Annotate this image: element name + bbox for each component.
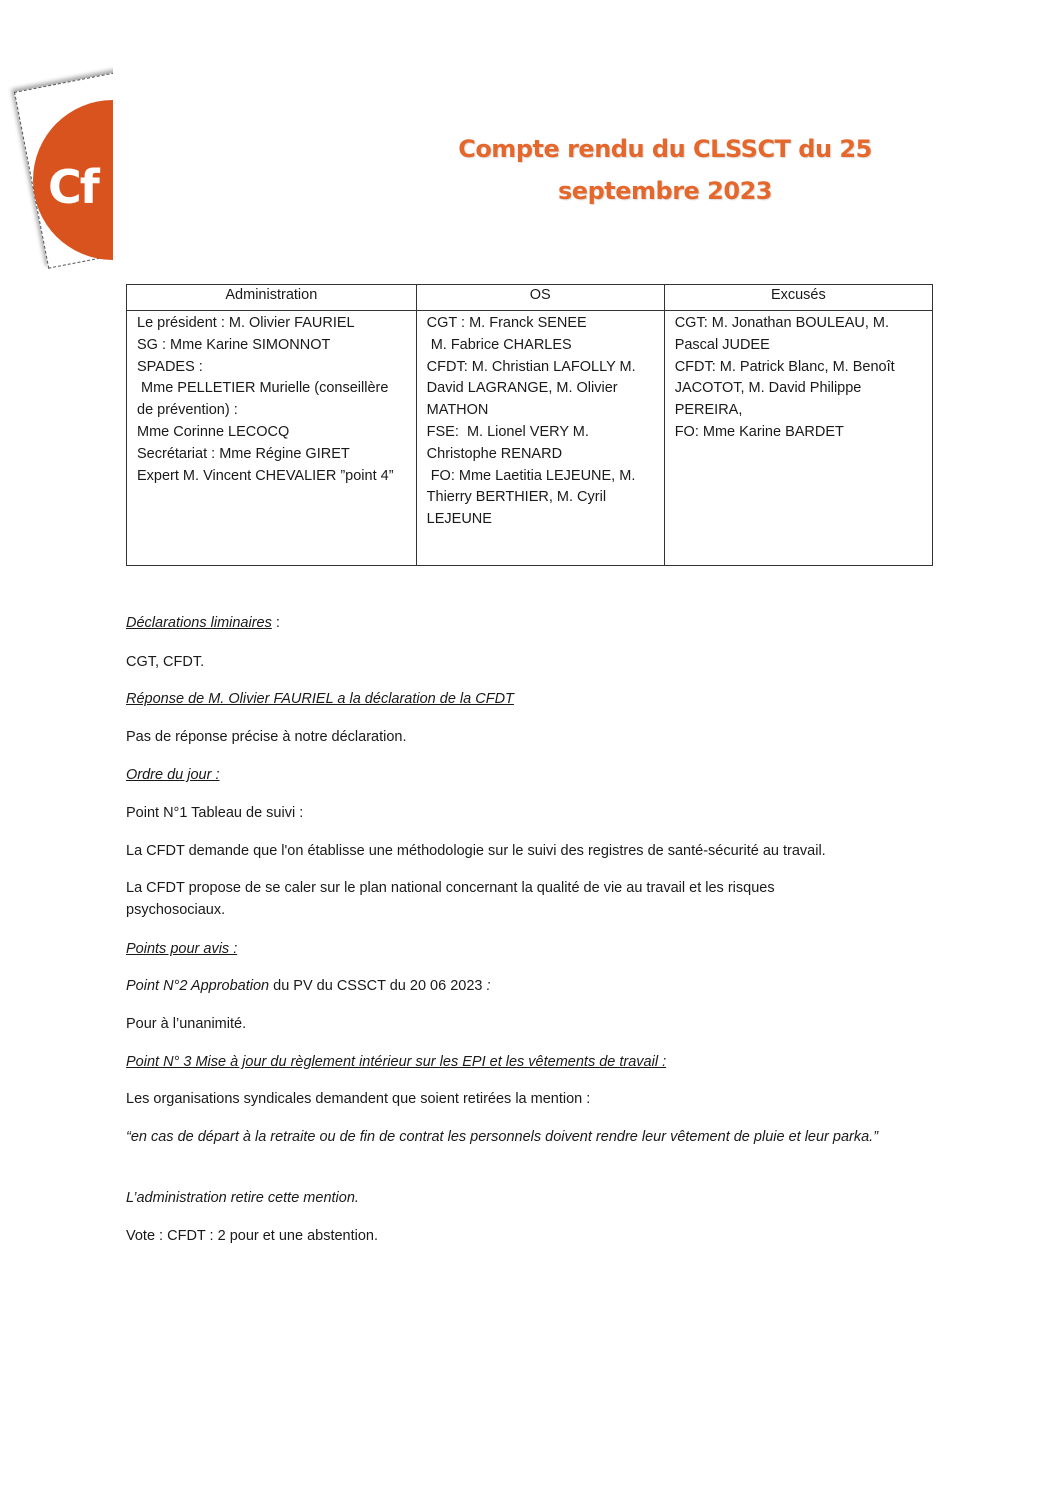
attendee-line: Secrétariat : Mme Régine GIRET xyxy=(137,445,350,462)
attendee-line: SPADES : xyxy=(137,358,203,375)
title-line-2: septembre 2023 xyxy=(558,177,772,205)
point3-admin: L’administration retire cette mention. xyxy=(126,1190,359,1206)
point3-text: Les organisations syndicales demandent que soient retirées la mention : xyxy=(126,1091,591,1107)
title-line-1: Compte rendu du CLSSCT du 25 xyxy=(458,135,872,163)
declarations-colon: : xyxy=(271,615,280,631)
point2-colon: : xyxy=(486,978,491,994)
cell-excuses xyxy=(664,311,932,566)
point2-title-line xyxy=(126,975,926,997)
attendee-line: CGT : M. Franck SENEE xyxy=(426,315,587,331)
reponse-text: Pas de réponse précise à notre déclaration. xyxy=(126,729,407,745)
attendee-line: SG : Mme Karine SIMONNOT xyxy=(137,336,331,353)
ordre-du-jour-heading: Ordre du jour : xyxy=(126,767,220,783)
point1-text-1: La CFDT demande que l'on établisse une méthodologie sur le suivi des registres de santé-sécurité au travail. xyxy=(126,843,826,859)
point1-title: Point N°1 Tableau de suivi : xyxy=(126,805,304,821)
cfdt-logo-text: Cf xyxy=(48,160,98,214)
attendee-line: FO: Mme Karine BARDET xyxy=(674,423,844,440)
attendee-line: Expert M. Vincent CHEVALIER ”point 4” xyxy=(137,467,394,484)
declarations-heading-line xyxy=(126,612,926,634)
attendee-line: Mme Corinne LECOCQ xyxy=(137,423,290,440)
attendees-table xyxy=(126,284,933,566)
document-title xyxy=(440,128,890,212)
point3-quote: “en cas de départ à la retraite ou de fin de contrat les personnels doivent rendre leur vêtement de pluie et leur parka.” xyxy=(126,1129,879,1145)
declarations-heading: Déclarations liminaires xyxy=(126,615,272,631)
cell-administration xyxy=(127,311,417,566)
attendee-line: CGT: M. Jonathan BOULEAU, M. Pascal JUDEE xyxy=(674,315,894,353)
attendee-line: Le président : M. Olivier FAURIEL xyxy=(137,315,355,331)
attendee-line: CFDT: M. Christian LAFOLLY M. David LAGRANGE, M. Olivier MATHON xyxy=(426,358,640,419)
reponse-heading: Réponse de M. Olivier FAURIEL a la déclaration de la CFDT xyxy=(126,691,514,707)
logo-mask xyxy=(113,60,413,290)
point2-title-rest: du PV du CSSCT du 20 06 2023 xyxy=(269,978,487,994)
point2-title-italic: Point N°2 Approbation xyxy=(126,978,270,994)
point3-heading: Point N° 3 Mise à jour du règlement intérieur sur les EPI et les vêtements de travail : xyxy=(126,1054,667,1070)
header-administration: Administration xyxy=(127,285,417,311)
point2-text: Pour à l’unanimité. xyxy=(126,1016,247,1032)
attendee-line: FO: Mme Laetitia LEJEUNE, M. Thierry BERTHIER, M. Cyril LEJEUNE xyxy=(426,467,640,528)
attendee-line: FSE: M. Lionel VERY M. Christophe RENARD xyxy=(426,423,593,462)
declarations-text: CGT, CFDT. xyxy=(126,654,205,670)
points-pour-avis-heading: Points pour avis : xyxy=(126,941,238,957)
header-os: OS xyxy=(416,285,664,311)
attendee-line: M. Fabrice CHARLES xyxy=(426,336,572,353)
attendee-line: Mme PELLETIER Murielle (conseillère de prévention) : xyxy=(137,380,393,419)
cell-os xyxy=(416,311,664,566)
point1-text-2: La CFDT propose de se caler sur le plan national concernant la qualité de vie au travail et les risques psychosociaux. xyxy=(126,880,775,918)
attendee-line: CFDT: M. Patrick Blanc, M. Benoît JACOTOT, M. David Philippe PEREIRA, xyxy=(674,358,899,419)
header-excuses: Excusés xyxy=(664,285,932,311)
point3-vote: Vote : CFDT : 2 pour et une abstention. xyxy=(126,1228,379,1244)
